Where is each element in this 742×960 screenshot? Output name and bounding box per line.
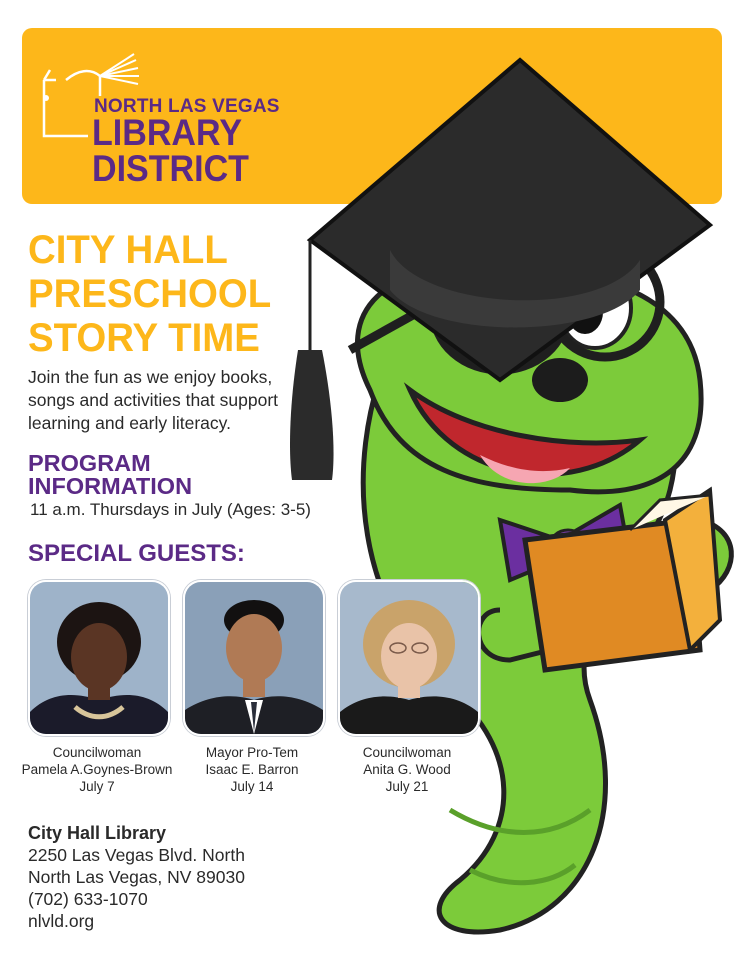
guest-role: Councilwoman	[52, 745, 142, 760]
intro-line: songs and activities that support	[28, 390, 279, 410]
guest-caption-1	[7, 744, 187, 795]
guest-photo-2	[183, 580, 325, 736]
phone-number: (702) 633-1070	[28, 889, 148, 909]
library-name: City Hall Library	[28, 823, 167, 843]
portrait-icon	[340, 582, 478, 734]
portrait-icon	[30, 582, 168, 734]
guest-name: Pamela A.Goynes-Brown	[21, 762, 173, 777]
program-heading-line: INFORMATION	[28, 473, 193, 499]
contact-block	[28, 822, 245, 932]
guest-date: July 14	[230, 779, 274, 794]
guest-date: July 21	[385, 779, 429, 794]
street-address: 2250 Las Vegas Blvd. North	[28, 845, 245, 865]
intro-text	[28, 366, 298, 435]
logo-subtitle: NORTH LAS VEGAS	[94, 96, 280, 117]
guest-role: Councilwoman	[362, 745, 452, 760]
title-line: PRESCHOOL	[28, 272, 272, 316]
website-link[interactable]: nlvld.org	[28, 911, 95, 931]
program-heading-line: PROGRAM	[28, 450, 151, 476]
program-details: 11 a.m. Thursdays in July (Ages: 3-5)	[30, 500, 311, 519]
guest-date: July 7	[79, 779, 115, 794]
guest-name: Anita G. Wood	[363, 762, 451, 777]
intro-line: Join the fun as we enjoy books,	[28, 367, 273, 387]
guest-photo-3	[338, 580, 480, 736]
guest-photo-1	[28, 580, 170, 736]
logo-title-district: DISTRICT	[92, 148, 249, 189]
portrait-icon	[185, 582, 323, 734]
guest-role: Mayor Pro-Tem	[205, 745, 299, 760]
logo-title-library: LIBRARY	[92, 112, 243, 153]
guest-caption-2	[162, 744, 342, 795]
guests-heading: SPECIAL GUESTS:	[28, 540, 245, 567]
city-state-zip: North Las Vegas, NV 89030	[28, 867, 245, 887]
bookworm-graduate-icon	[270, 50, 742, 960]
intro-line: learning and early literacy.	[28, 413, 231, 433]
title-line: CITY HALL	[28, 228, 228, 272]
title-line: STORY TIME	[28, 316, 260, 360]
guest-name: Isaac E. Barron	[205, 762, 299, 777]
event-title	[28, 228, 271, 360]
guest-caption-3	[317, 744, 497, 795]
program-heading	[28, 452, 192, 498]
